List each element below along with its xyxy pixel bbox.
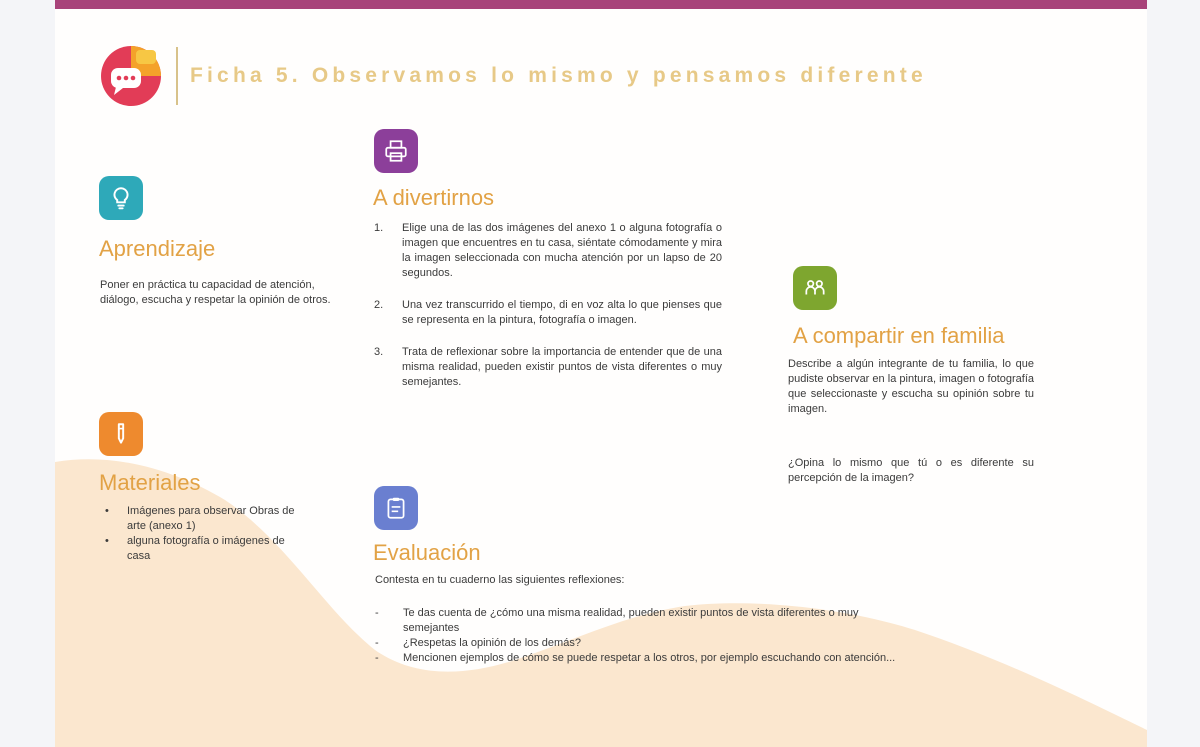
- materiales-list: [103, 504, 308, 564]
- compartir-heading: A compartir en familia: [793, 323, 1005, 348]
- compartir-text: Describe a algún integrante de tu familia, lo que pudiste observar en la pintura, imagen o fotografía que seleccionaste y escucha su opinión sobre tu imagen.: [788, 358, 1034, 415]
- evaluacion-heading: Evaluación: [373, 540, 481, 565]
- step-item: 2. Una vez transcurrido el tiempo, di en voz alta lo que pienses que se representa en la pintura, fotografía o imagen.: [374, 299, 722, 326]
- aprendizaje-heading: Aprendizaje: [99, 236, 216, 261]
- evaluacion-item: - Mencionen ejemplos de cómo se puede respetar a los otros, por ejemplo escuchando con atención...: [375, 652, 896, 664]
- evaluacion-item: - ¿Respetas la opinión de los demás?: [375, 637, 581, 649]
- compartir-question: ¿Opina lo mismo que tú o es diferente su percepción de la imagen?: [788, 457, 1034, 484]
- header-divider: [176, 47, 178, 105]
- aprendizaje-text: Poner en práctica tu capacidad de atención, diálogo, escucha y respetar la opinión de otros.: [100, 279, 331, 306]
- evaluacion-intro: Contesta en tu cuaderno las siguientes reflexiones:: [375, 574, 625, 586]
- divertirnos-heading: A divertirnos: [373, 185, 495, 210]
- materiales-item: • Imágenes para observar Obras de arte (anexo 1): [127, 504, 308, 534]
- logo-speech-bubbles-icon: [100, 44, 162, 106]
- worksheet-page: [55, 0, 1147, 747]
- evaluacion-item: - Te das cuenta de ¿cómo una misma realidad, pueden existir puntos de vista diferentes o muy semejantes: [375, 607, 859, 634]
- printer-icon: [374, 129, 418, 173]
- materiales-item: • alguna fotografía o imágenes de casa: [127, 534, 308, 564]
- page-title: Ficha 5. Observamos lo mismo y pensamos diferente: [190, 64, 927, 87]
- pencil-icon: [99, 412, 143, 456]
- lightbulb-icon: [99, 176, 143, 220]
- step-item: 1. Elige una de las dos imágenes del anexo 1 o alguna fotografía o imagen que encuentres en tu casa, siéntate cómodamente y mira la imagen seleccionada con mucha atención por un lapso de 20 segundos.: [374, 222, 722, 279]
- materiales-heading: Materiales: [99, 470, 201, 495]
- step-item: 3. Trata de reflexionar sobre la importancia de entender que de una misma realidad, pueden existir puntos de vista diferentes o muy semejantes.: [374, 346, 722, 388]
- family-icon: [793, 266, 837, 310]
- evaluacion-list: [375, 606, 915, 666]
- divertirnos-steps: [374, 221, 722, 407]
- clipboard-icon: [374, 486, 418, 530]
